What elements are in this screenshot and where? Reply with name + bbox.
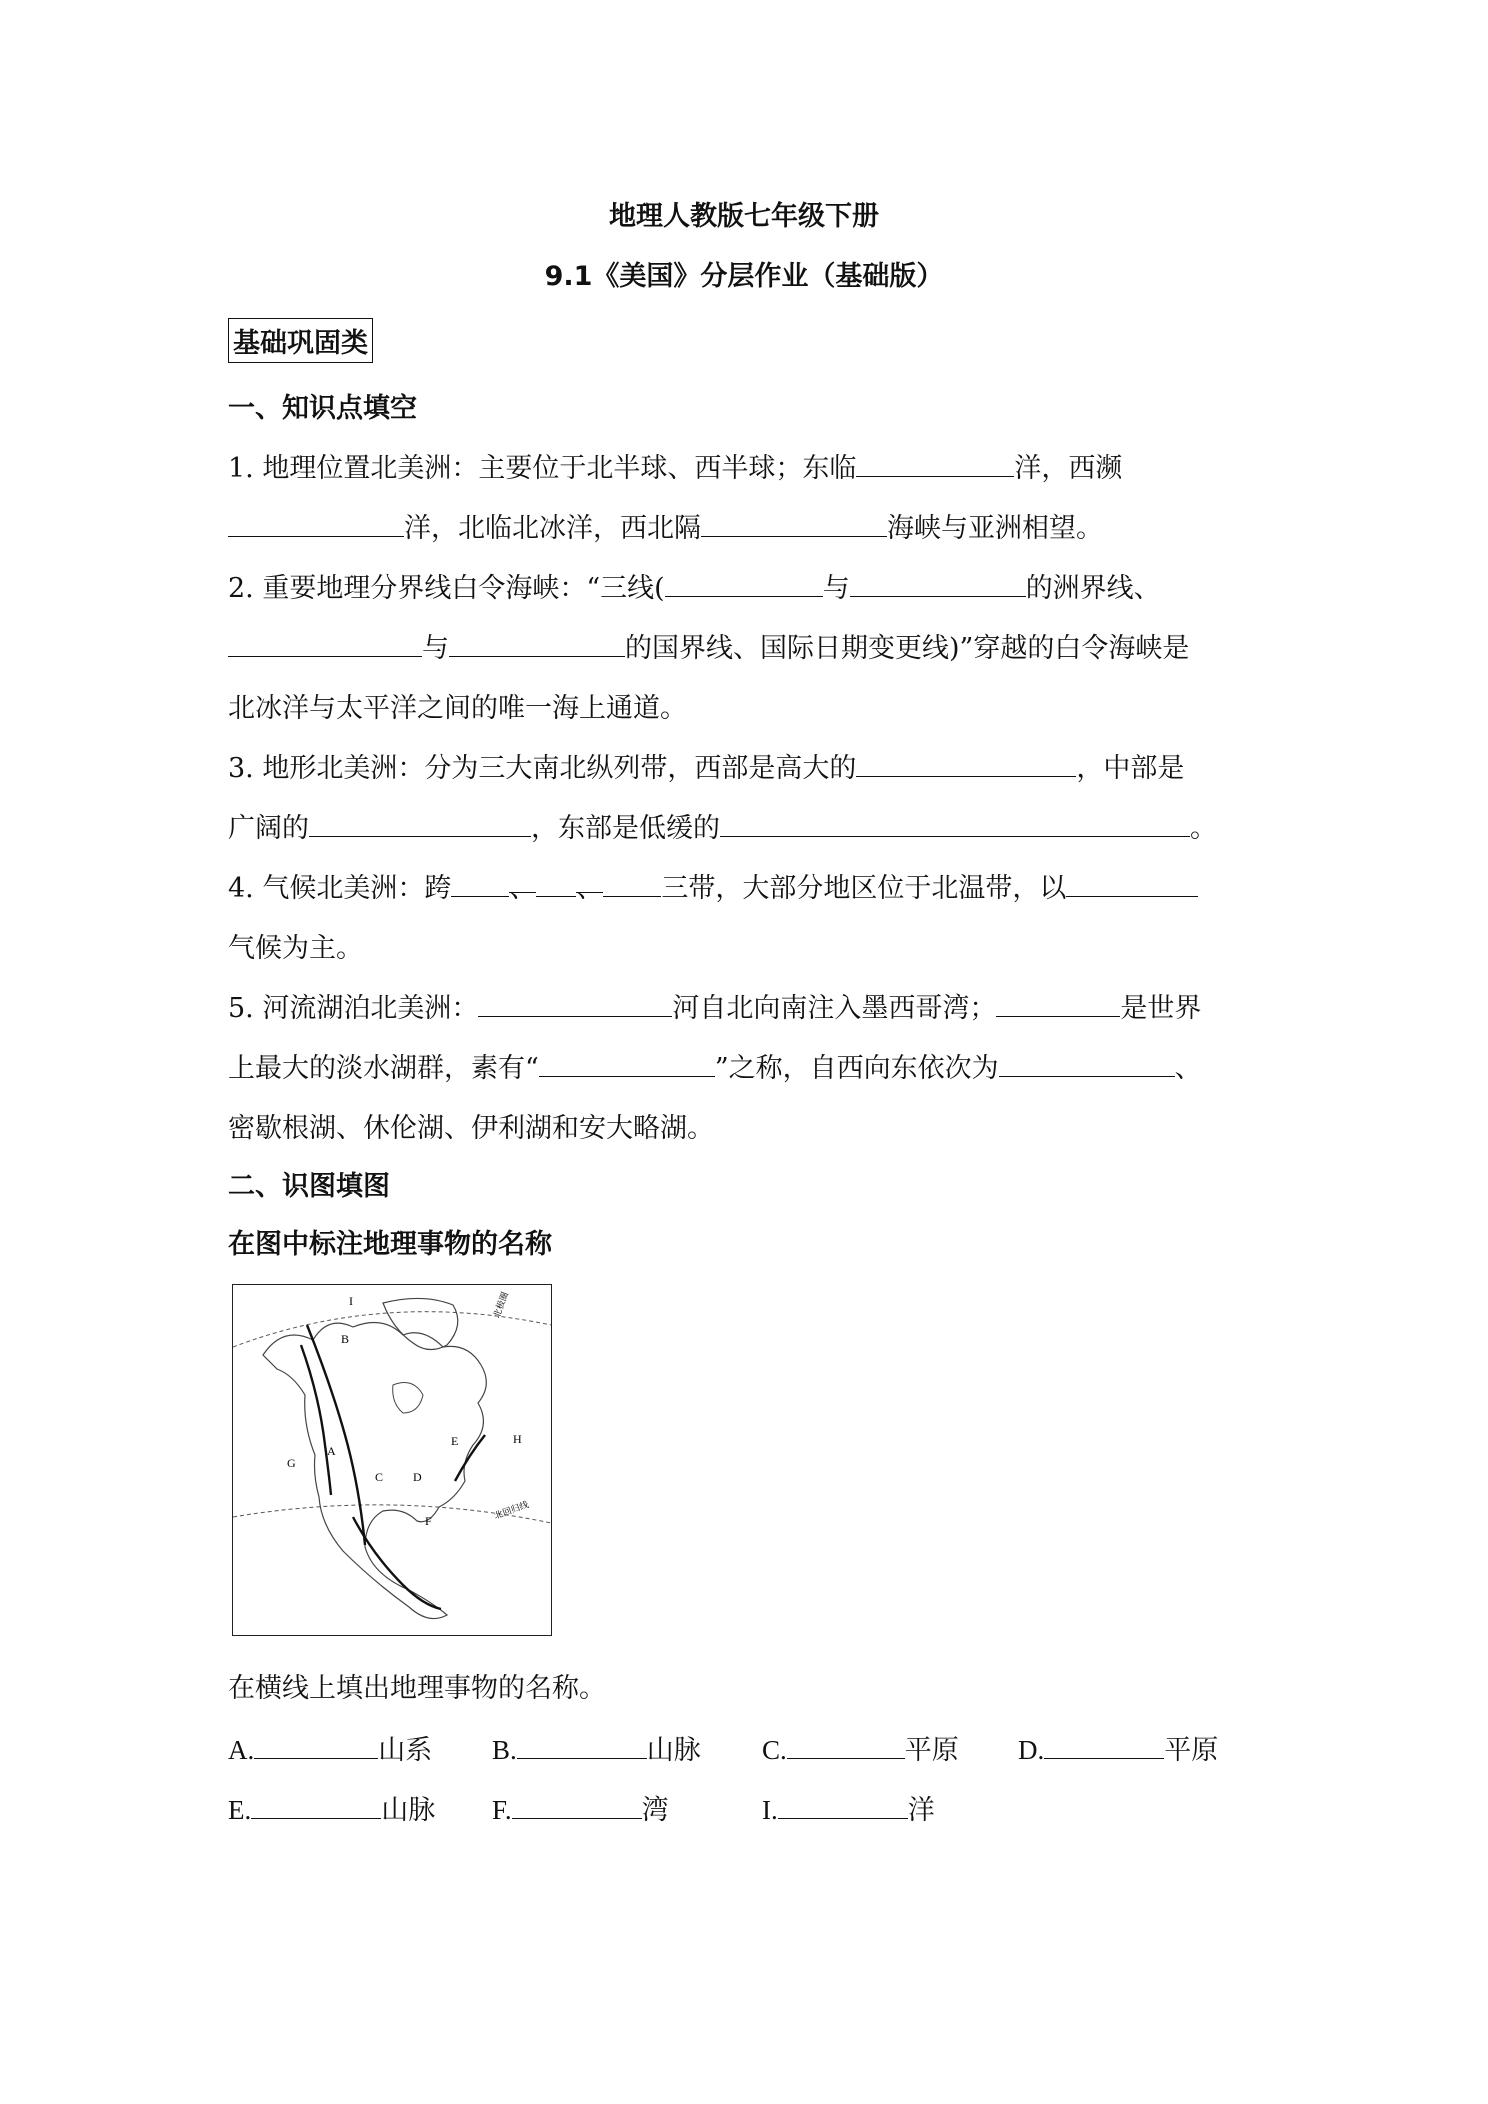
q1-line2: 洋，北临北冰洋，西北隔 海峡与亚洲相望。 [228, 506, 1103, 545]
blank[interactable] [850, 570, 1026, 597]
map-label-d: D [413, 1470, 422, 1484]
blank[interactable] [536, 870, 576, 897]
answer-a: A. 山系 [228, 1728, 432, 1767]
range-sierra [353, 1517, 441, 1609]
q2-line1: 2. 重要地理分界线白令海峡：“三线( 与 的洲界线、 [228, 566, 1161, 605]
answer-c: C. 平原 [762, 1728, 959, 1767]
fill-intro: 在横线上填出地理事物的名称。 [228, 1673, 606, 1704]
q3-line1: 3. 地形北美洲：分为三大南北纵列带，西部是高大的 ，中部是 [228, 746, 1184, 785]
map-label-g: G [287, 1456, 296, 1470]
blank[interactable] [228, 630, 422, 657]
answer-d: D. 平原 [1018, 1728, 1218, 1767]
blank[interactable] [720, 810, 1190, 837]
hudson-bay [393, 1383, 423, 1413]
answer-i: I. 洋 [762, 1788, 935, 1827]
part1-heading: 一、知识点填空 [228, 393, 417, 424]
blank[interactable] [309, 810, 531, 837]
blank[interactable] [228, 510, 404, 537]
blank[interactable] [787, 1732, 905, 1759]
q1-line1: 1. 地理位置北美洲：主要位于北半球、西半球；东临 洋，西濒 [228, 446, 1122, 485]
page-subtitle: 9.1《美国》分层作业（基础版） [544, 261, 944, 292]
blank[interactable] [701, 510, 887, 537]
blank[interactable] [449, 630, 625, 657]
blank[interactable] [856, 750, 1076, 777]
blank[interactable] [251, 1792, 381, 1819]
map-label-i: I [349, 1294, 353, 1308]
map-label-tropic: 北回归线 [492, 1500, 531, 1522]
answer-f: F. 湾 [492, 1788, 669, 1827]
blank[interactable] [451, 870, 509, 897]
part2-heading: 二、识图填图 [228, 1171, 390, 1202]
blank[interactable] [778, 1792, 908, 1819]
blank[interactable] [999, 1050, 1175, 1077]
q5-line3: 密歇根湖、休伦湖、伊利湖和安大略湖。 [228, 1113, 714, 1144]
q4-line1: 4. 气候北美洲：跨 、 、 三带，大部分地区位于北温带，以 [228, 866, 1198, 905]
q5-line2: 上最大的淡水湖群，素有“ ”之称，自西向东依次为 、 [228, 1046, 1202, 1085]
blank[interactable] [665, 570, 823, 597]
blank[interactable] [512, 1792, 642, 1819]
map-label-a: A [327, 1444, 336, 1458]
blank[interactable] [856, 450, 1014, 477]
arctic-circle-line [233, 1312, 551, 1347]
q5-line1: 5. 河流湖泊北美洲： 河自北向南注入墨西哥湾； 是世界 [228, 986, 1201, 1025]
blank[interactable] [478, 990, 672, 1017]
blank[interactable] [539, 1050, 715, 1077]
range-b [307, 1325, 365, 1545]
greenland [383, 1298, 458, 1349]
section-box: 基础巩固类 [228, 318, 373, 363]
map-label-h: H [513, 1432, 522, 1446]
range-e [455, 1435, 485, 1481]
map-label-arctic: 北极圈 [492, 1290, 512, 1320]
q3-line2: 广阔的 ，东部是低缓的 。 [228, 806, 1217, 845]
blank[interactable] [517, 1732, 647, 1759]
answer-b: B. 山脉 [492, 1728, 701, 1767]
map-label-b: B [341, 1332, 350, 1346]
blank[interactable] [996, 990, 1120, 1017]
page-title: 地理人教版七年级下册 [609, 201, 879, 232]
part2-subheading: 在图中标注地理事物的名称 [228, 1229, 552, 1260]
blank[interactable] [1044, 1732, 1164, 1759]
q2-line2: 与 的国界线、国际日期变更线)”穿越的白令海峡是 [228, 626, 1189, 665]
blank[interactable] [1066, 870, 1198, 897]
map-label-f: F [425, 1514, 432, 1528]
map-label-e: E [451, 1434, 459, 1448]
q2-line3: 北冰洋与太平洋之间的唯一海上通道。 [228, 693, 687, 724]
answer-e: E. 山脉 [228, 1788, 435, 1827]
map-svg [233, 1285, 551, 1635]
blank[interactable] [603, 870, 661, 897]
north-america-map [232, 1284, 552, 1636]
q4-line2: 气候为主。 [228, 933, 363, 964]
blank[interactable] [254, 1732, 378, 1759]
map-label-c: C [375, 1470, 384, 1484]
